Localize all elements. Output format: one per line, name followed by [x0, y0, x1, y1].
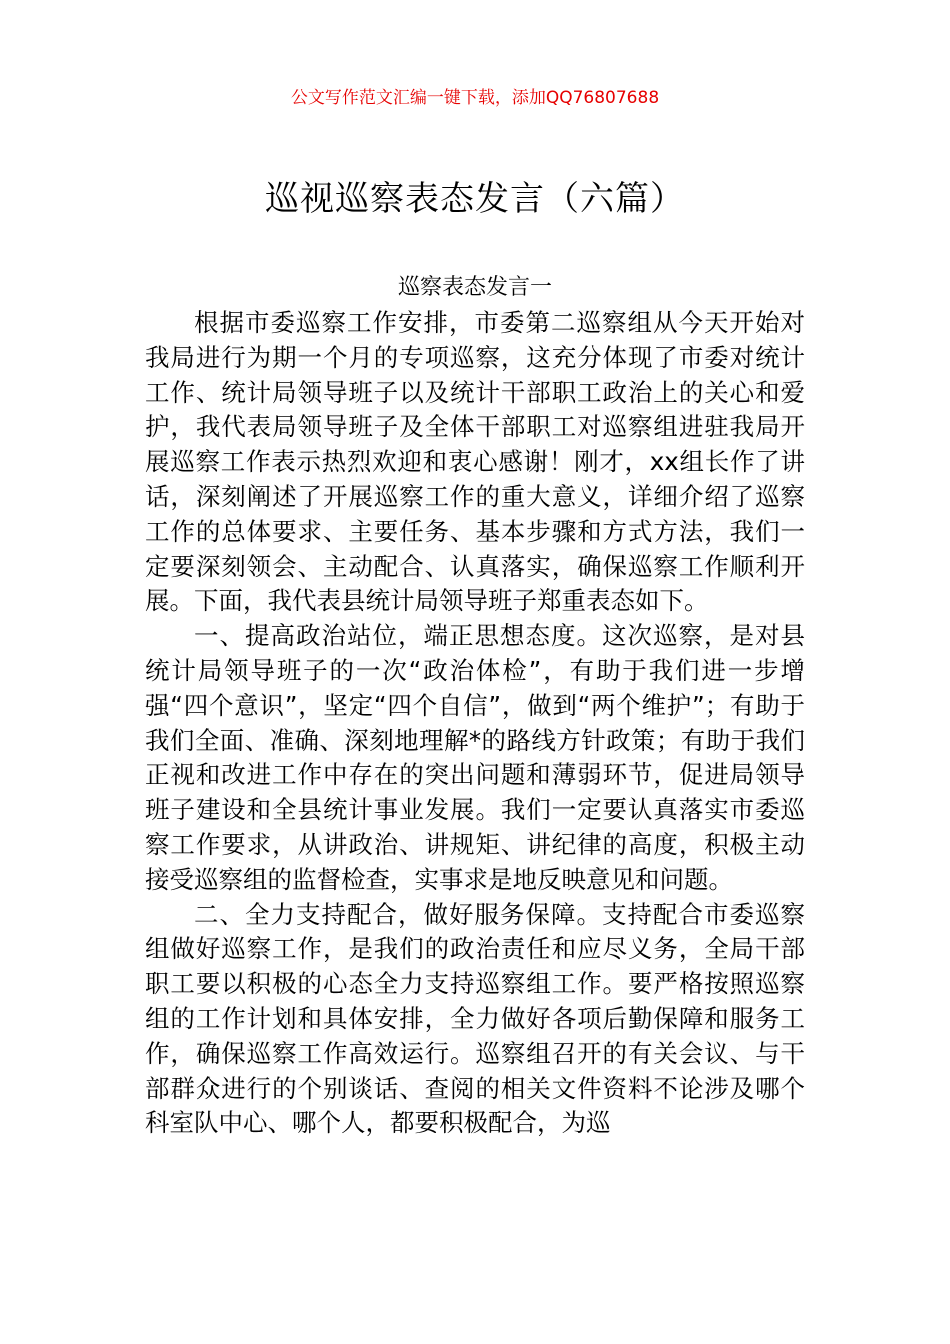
body-text	[145, 306, 805, 1141]
download-banner: 公文写作范文汇编一键下载，添加QQ76807688	[290, 88, 660, 108]
paragraph-point-one: 一、提高政治站位，端正思想态度。这次巡察，是对县统计局领导班子的一次“政治体检”，有助于我们进一步增强“四个意识”，坚定“四个自信”，做到“两个维护”；有助于我们全面、准确、深刻地理解*的路线方针政策；有助于我们正视和改进工作中存在的突出问题和薄弱环节，促进局领导班子建设和全县统计事业发展。我们一定要认真落实市委巡察工作要求，从讲政治、讲规矩、讲纪律的高度，积极主动接受巡察组的监督检查，实事求是地反映意见和问题。	[145, 621, 805, 894]
paragraph-intro: 根据市委巡察工作安排，市委第二巡察组从今天开始对我局进行为期一个月的专项巡察，这充分体现了市委对统计工作、统计局领导班子以及统计干部职工政治上的关心和爱护，我代表局领导班子及全体干部职工对巡察组进驻我局开展巡察工作表示热烈欢迎和衷心感谢！刚才，xx组长作了讲话，深刻阐述了开展巡察工作的重大意义，详细介绍了巡察工作的总体要求、主要任务、基本步骤和方式方法，我们一定要深刻领会、主动配合、认真落实，确保巡察工作顺利开展。下面，我代表县统计局领导班子郑重表态如下。	[145, 308, 805, 616]
paragraph-point-two: 二、全力支持配合，做好服务保障。支持配合市委巡察组做好巡察工作，是我们的政治责任和应尽义务，全局干部职工要以积极的心态全力支持巡察组工作。要严格按照巡察组的工作计划和具体安排，全力做好各项后勤保障和服务工作，确保巡察工作高效运行。巡察组召开的有关会议、与干部群众进行的个别谈话、查阅的相关文件资料不论涉及哪个科室队中心、哪个人，都要积极配合，为巡	[145, 899, 805, 1138]
section-subtitle: 巡察表态发言一	[397, 275, 552, 300]
document-title: 巡视巡察表态发言（六篇）	[265, 179, 685, 219]
